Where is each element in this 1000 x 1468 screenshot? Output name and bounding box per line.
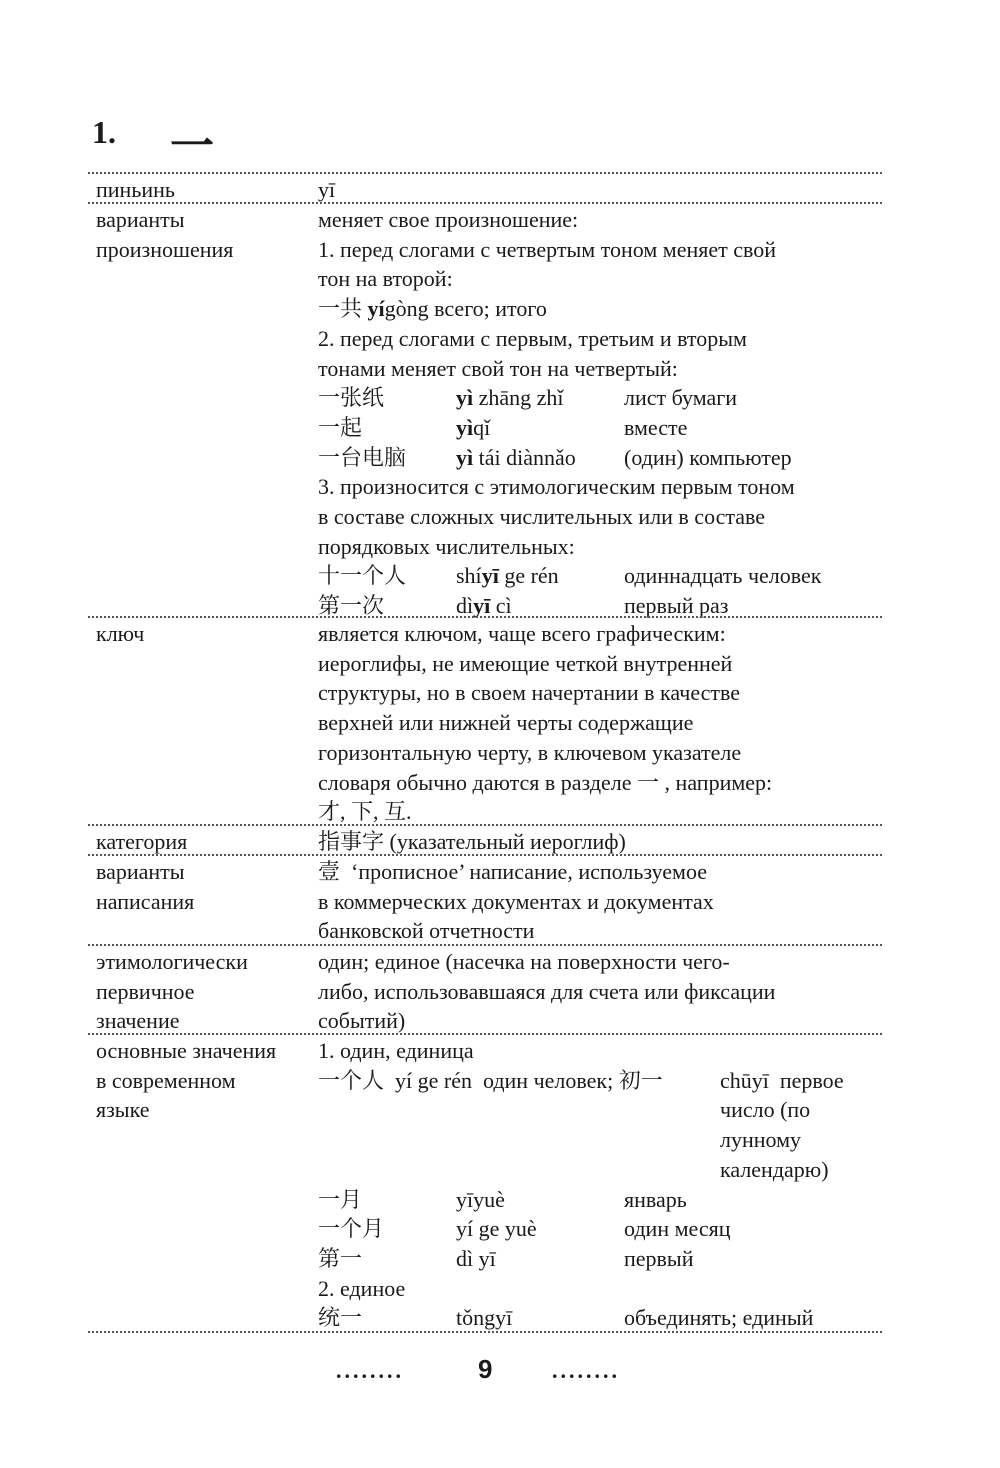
entry-character: 一 — [170, 121, 214, 172]
example-row: 一台电脑 yì tái diànnǎo (один) компьютер — [318, 444, 792, 470]
row-etymology — [88, 944, 882, 1035]
example-row: 第一次 dìyī cì первый раз — [318, 593, 729, 619]
label-pinyin: пиньинь — [96, 177, 175, 202]
label-meanings: основные значения в современном языке — [96, 1038, 277, 1123]
example-row: 一个月 yí ge yuè один месяц — [318, 1216, 731, 1242]
page-footer — [0, 1354, 1000, 1390]
label-etymology: этимологически первичное значение — [96, 949, 248, 1034]
example-row: 第一 dì yī первый — [318, 1245, 694, 1271]
entry-number: 1. — [92, 114, 116, 150]
page-number: 9 — [478, 1354, 493, 1384]
value-pinyin: yī — [318, 177, 336, 202]
label-pronunciation: варианты произношения — [96, 207, 234, 262]
example-yigong: 一共 yígòng всего; итого — [318, 296, 547, 322]
row-meanings — [88, 1033, 882, 1333]
row-pinyin — [88, 172, 882, 204]
example-row: 一张纸 yì zhāng zhǐ лист бумаги — [318, 385, 738, 411]
label-key: ключ — [96, 621, 145, 646]
value-category: 指事字 (указательный иероглиф) — [318, 829, 626, 854]
example-row: 统一 tǒngyī объединять; единый — [318, 1305, 814, 1331]
row-key — [88, 616, 882, 826]
content-meanings: 1. один, единица 一个人 yí ge rén один человек; 初一 chūyī первое число (по лунному календарю) 一月 yīyuè январь 一个月 yí ge yuè один месяц 第一 dì yī первый 2. единое 统一 tǒngyī объединять; единый — [318, 1036, 878, 1333]
meaning-1-example: 一个人 yí ge rén один человек; 初一 chūyī первое число (по лунному календарю) — [318, 1067, 844, 1182]
label-category: категория — [96, 829, 188, 854]
footer-left-dots: ........ — [336, 1358, 404, 1383]
example-row: 十一个人 shíyī ge rén одиннадцать человек — [318, 563, 822, 589]
row-pronunciation — [88, 202, 882, 618]
row-category — [88, 824, 882, 856]
row-writing-variants — [88, 854, 882, 946]
content-key: является ключом, чаще всего графическим: иероглифы, не имеющие четкой внутренней структуры, но в своем начертании в качестве верхней или нижней черты содержащие горизонтальную черту, в ключевом указателе словаря обычно даются в разделе 一 , например: 才, 下, 互. — [318, 621, 773, 825]
content-pronunciation: меняет свое произношение: 1. перед слогами с четвертым тоном меняет свой тон на второй: 一共 yígòng всего; итого 2. перед слогами с первым, третьим и вторым тонами меняет свой тон на четвертый: 一张纸 yì zhāng zhǐ лист бумаги 一起 yìqǐ вместе 一台电脑 yì tái diànnǎo (один) компьютер 3. произносится с этимологическим первым тоном в составе сложных числительных или в составе порядковых числительных: 十一个人 shíyī ge rén одиннадцать человек 第一次 dìyī cì первый раз — [318, 205, 878, 621]
example-row: 一月 yīyuè январь — [318, 1186, 687, 1212]
content-etymology: один; единое (насечка на поверхности чего- либо, использовавшаяся для счета или фиксации событий) — [318, 949, 776, 1034]
label-writing-variants: варианты написания — [96, 859, 195, 914]
content-writing-variants: 壹 ‘прописное’ написание, используемое в коммерческих документах и документах банковской отчетности — [318, 859, 714, 944]
footer-right-dots: ........ — [552, 1358, 620, 1383]
example-row: 一起 yìqǐ вместе — [318, 414, 688, 440]
